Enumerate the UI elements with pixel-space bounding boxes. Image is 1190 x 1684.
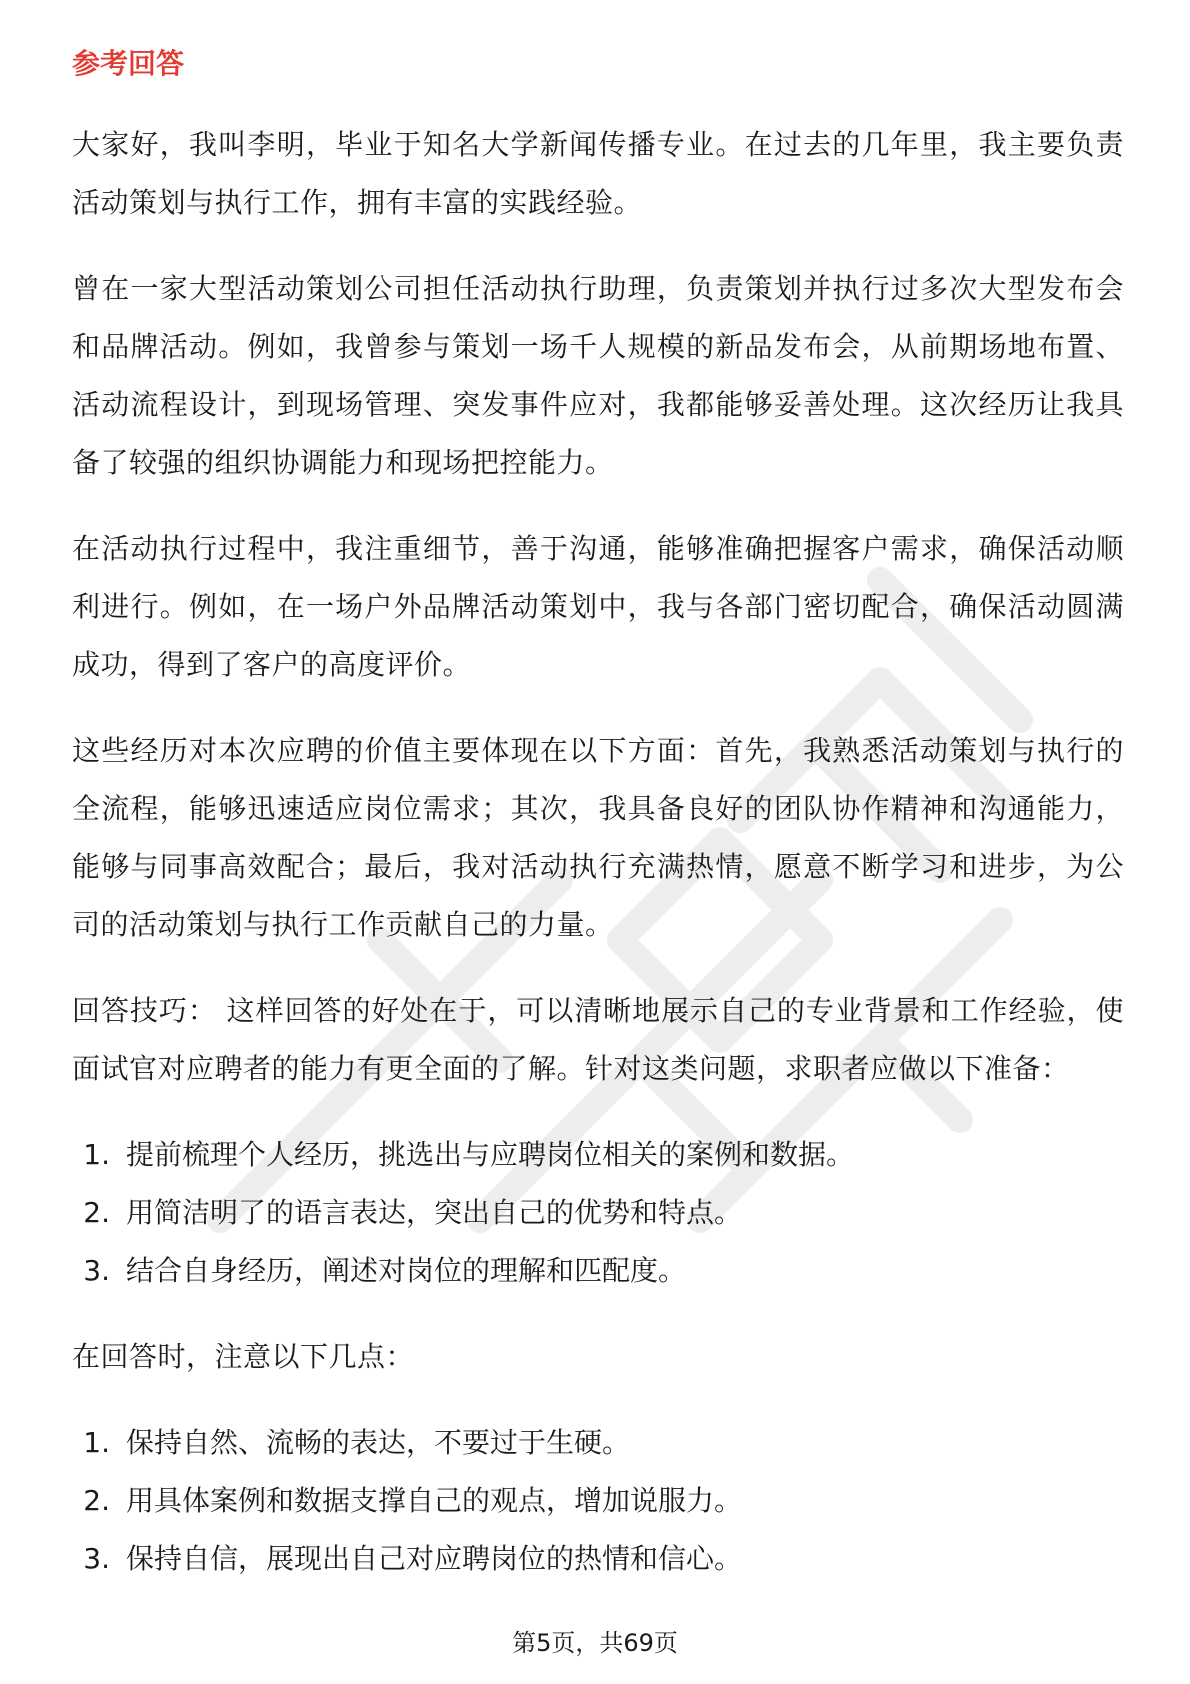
- section-heading: 参考回答: [72, 47, 185, 80]
- paragraph-value: 这些经历对本次应聘的价值主要体现在以下方面：首先，我熟悉活动策划与执行的全流程，能够迅速适应岗位需求；其次，我具备良好的团队协作精神和沟通能力，能够与同事高效配合；最后，我对活动执行充满热情，愿意不断学习和进步，为公司的活动策划与执行工作贡献自己的力量。: [72, 734, 1124, 941]
- list-item: [72, 1184, 1124, 1242]
- list-item-text: 提前梳理个人经历，挑选出与应聘岗位相关的案例和数据。: [126, 1138, 855, 1171]
- notes-list: [72, 1414, 1124, 1588]
- paragraph-experience: 曾在一家大型活动策划公司担任活动执行助理，负责策划并执行过多次大型发布会和品牌活动。例如，我曾参与策划一场千人规模的新品发布会，从前期场地布置、活动流程设计，到现场管理、突发事件应对，我都能够妥善处理。这次经历让我具备了较强的组织协调能力和现场把控能力。: [72, 272, 1124, 479]
- list-item-text: 结合自身经历，阐述对岗位的理解和匹配度。: [126, 1254, 687, 1287]
- list-item-number: 1.: [83, 1426, 110, 1459]
- preparation-list: [72, 1126, 1124, 1300]
- list-item: [72, 1530, 1124, 1588]
- paragraph-intro: 大家好，我叫李明，毕业于知名大学新闻传播专业。在过去的几年里，我主要负责活动策划与执行工作，拥有丰富的实践经验。: [72, 128, 1124, 219]
- list-item-number: 3.: [83, 1542, 110, 1575]
- paragraph-tips: 回答技巧： 这样回答的好处在于，可以清晰地展示自己的专业背景和工作经验，使面试官对应聘者的能力有更全面的了解。针对这类问题，求职者应做以下准备：: [72, 994, 1124, 1085]
- list-item-number: 2.: [83, 1484, 110, 1517]
- list-item-number: 2.: [83, 1196, 110, 1229]
- list-item-number: 3.: [83, 1254, 110, 1287]
- page-number-footer: 第5页，共69页: [512, 1629, 678, 1657]
- list-item: [72, 1126, 1124, 1184]
- list-item: [72, 1472, 1124, 1530]
- list-item: [72, 1414, 1124, 1472]
- list-item-text: 用简洁明了的语言表达，突出自己的优势和特点。: [126, 1196, 743, 1229]
- paragraph-notes-intro: 在回答时，注意以下几点：: [72, 1340, 415, 1373]
- list-item-text: 保持自然、流畅的表达，不要过于生硬。: [126, 1426, 631, 1459]
- list-item: [72, 1242, 1124, 1300]
- list-item-text: 用具体案例和数据支撑自己的观点，增加说服力。: [126, 1484, 743, 1517]
- list-item-number: 1.: [83, 1138, 110, 1171]
- main-content: [72, 44, 1124, 1616]
- paragraph-execution: 在活动执行过程中，我注重细节，善于沟通，能够准确把握客户需求，确保活动顺利进行。例如，在一场户外品牌活动策划中，我与各部门密切配合，确保活动圆满成功，得到了客户的高度评价。: [72, 532, 1124, 681]
- list-item-text: 保持自信，展现出自己对应聘岗位的热情和信心。: [126, 1542, 743, 1575]
